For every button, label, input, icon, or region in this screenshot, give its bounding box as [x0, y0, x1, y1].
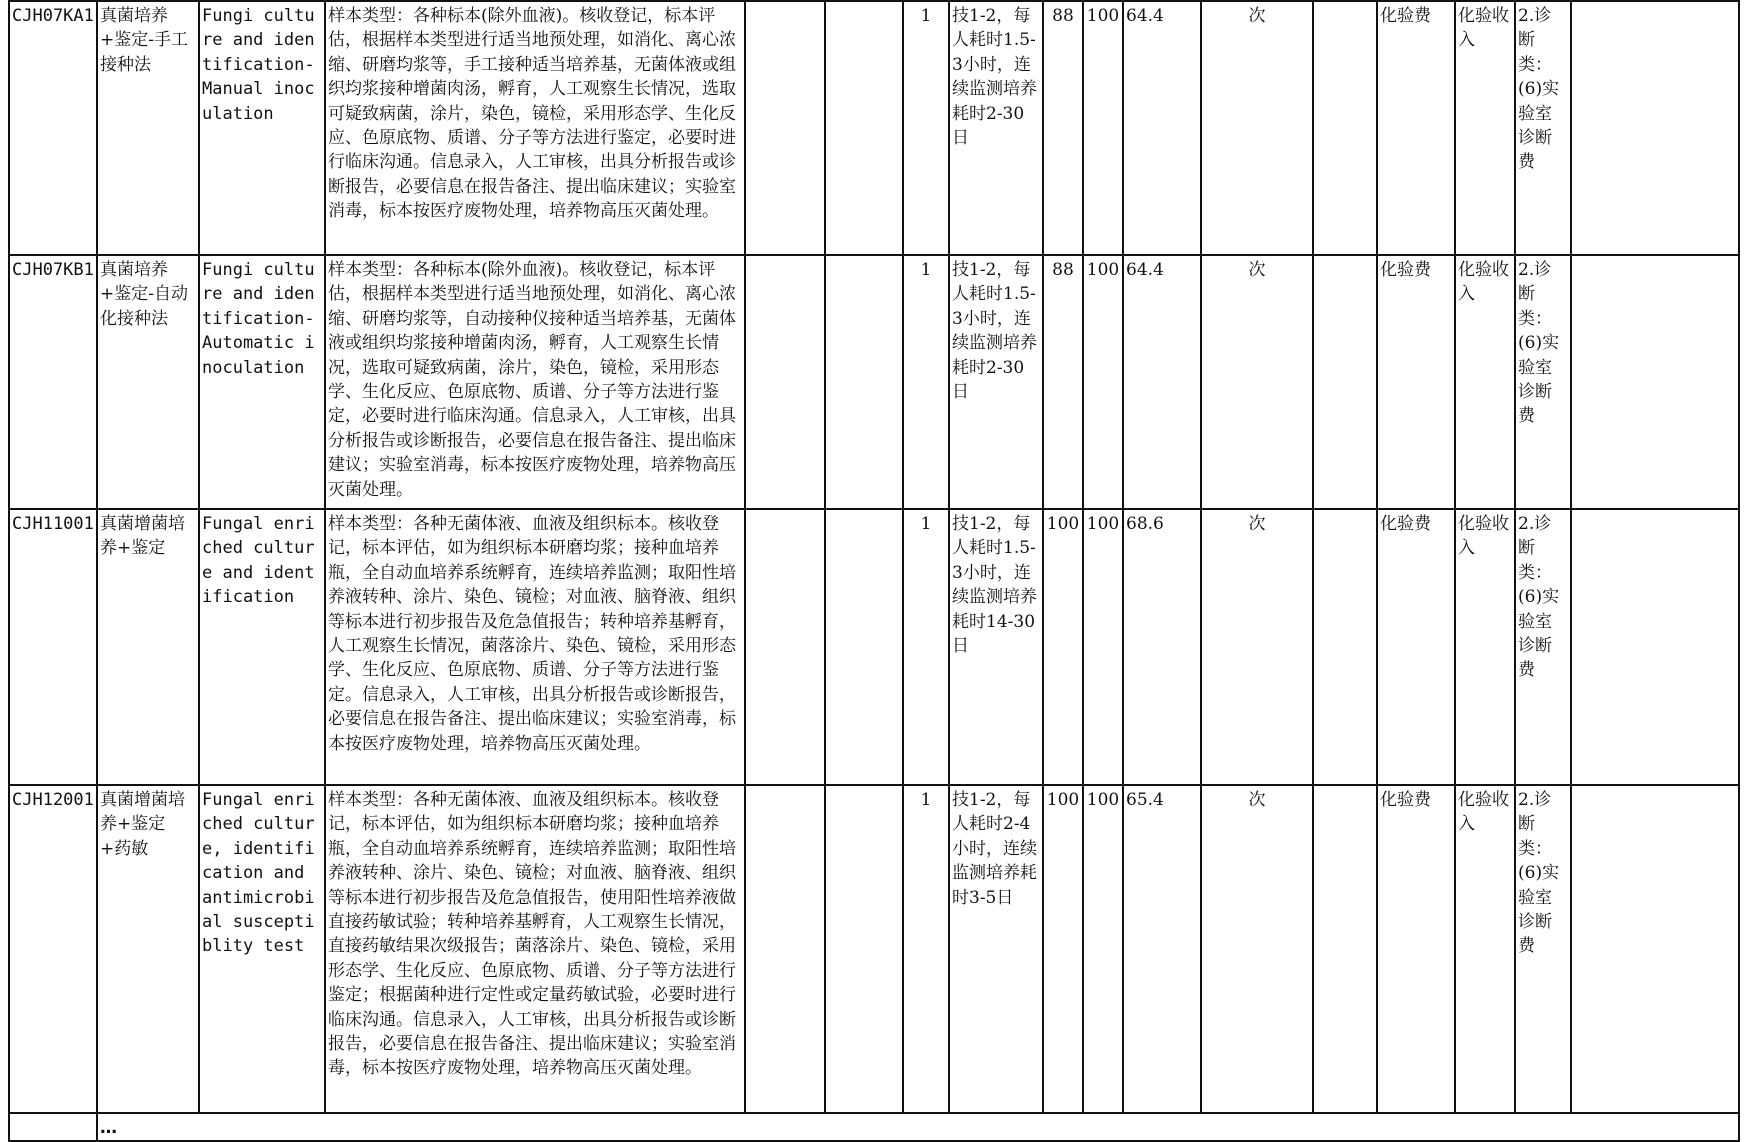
empty-cell	[1313, 785, 1377, 1113]
labor-description: 技1-2，每人耗时1.5-3小时，连续监测培养耗时2-30日	[949, 1, 1043, 255]
value-b: 100	[1083, 255, 1123, 509]
income-type: 化验收入	[1455, 785, 1515, 1113]
project-name: 真菌培养+鉴定-手工接种法	[97, 1, 199, 255]
section-title: …	[97, 1113, 1739, 1141]
value-a: 100	[1043, 785, 1083, 1113]
project-name: 真菌增菌培养+鉴定+药敏	[97, 785, 199, 1113]
table-row-partial	[9, 1113, 1739, 1141]
empty-cell	[1313, 1, 1377, 255]
table-row	[9, 255, 1739, 509]
empty-cell	[825, 1, 903, 255]
fee-table	[8, 0, 1740, 1142]
project-name: 真菌培养+鉴定-自动化接种法	[97, 255, 199, 509]
project-name-en: Fungal enriched culture, identification and antimicrobial susceptiblity test	[199, 785, 325, 1113]
project-code: CJH11001	[9, 509, 97, 785]
empty-cell	[1313, 255, 1377, 509]
fee-sheet	[8, 0, 1738, 1142]
count-value: 1	[903, 509, 949, 785]
category-value: 2.诊断类：(6)实验室诊断费	[1515, 785, 1571, 1113]
project-content: 样本类型：各种无菌体液、血液及组织标本。核收登记，标本评估，如为组织标本研磨均浆；接种血培养瓶，全自动血培养系统孵育，连续培养监测；取阳性培养液转种、涂片、染色、镜检；对血液、脑脊液、组织等标本进行初步报告及危急值报告，使用阳性培养液做直接药敏试验；转种培养基孵育，人工观察生长情况，直接药敏结果次级报告；菌落涂片、染色、镜检，采用形态学、生化反应、色原底物、质谱、分子等方法进行鉴定；根据菌种进行定性或定量药敏试验，必要时进行临床沟通。信息录入，人工审核，出具分析报告或诊断报告，必要信息在报告备注、提出临床建议；实验室消毒，标本按医疗废物处理，培养物高压灭菌处理。	[325, 785, 745, 1113]
empty-cell	[825, 255, 903, 509]
fee-type: 化验费	[1377, 255, 1455, 509]
project-code: CJH07KA1	[9, 1, 97, 255]
empty-cell	[825, 785, 903, 1113]
fee-type: 化验费	[1377, 785, 1455, 1113]
value-a: 100	[1043, 509, 1083, 785]
empty-cell	[825, 509, 903, 785]
empty-cell	[745, 1, 825, 255]
project-name-en: Fungi culture and identification-Manual inoculation	[199, 1, 325, 255]
project-name-en: Fungi culture and identification-Automatic inoculation	[199, 255, 325, 509]
value-b: 100	[1083, 1, 1123, 255]
project-code: CJH07KB1	[9, 255, 97, 509]
labor-description: 技1-2，每人耗时1.5-3小时，连续监测培养耗时14-30日	[949, 509, 1043, 785]
count-value: 1	[903, 785, 949, 1113]
unit-value: 次	[1201, 255, 1313, 509]
project-name-en: Fungal enriched culture and identification	[199, 509, 325, 785]
income-type: 化验收入	[1455, 255, 1515, 509]
unit-value: 次	[1201, 785, 1313, 1113]
empty-cell	[1571, 785, 1739, 1113]
empty-cell	[745, 255, 825, 509]
category-value: 2.诊断类：(6)实验室诊断费	[1515, 1, 1571, 255]
income-type: 化验收入	[1455, 1, 1515, 255]
count-value: 1	[903, 1, 949, 255]
price-value: 64.4	[1123, 1, 1201, 255]
empty-cell	[1313, 509, 1377, 785]
project-name: 真菌增菌培养+鉴定	[97, 509, 199, 785]
fee-type: 化验费	[1377, 1, 1455, 255]
project-content: 样本类型：各种无菌体液、血液及组织标本。核收登记，标本评估，如为组织标本研磨均浆；接种血培养瓶，全自动血培养系统孵育，连续培养监测；取阳性培养液转种、涂片、染色、镜检；对血液、脑脊液、组织等标本进行初步报告及危急值报告；转种培养基孵育，人工观察生长情况，菌落涂片、染色、镜检，采用形态学、生化反应、色原底物、质谱、分子等方法进行鉴定。信息录入，人工审核，出具分析报告或诊断报告，必要信息在报告备注、提出临床建议；实验室消毒，标本按医疗废物处理，培养物高压灭菌处理。	[325, 509, 745, 785]
category-value: 2.诊断类：(6)实验室诊断费	[1515, 255, 1571, 509]
empty-cell	[1571, 1, 1739, 255]
labor-description: 技1-2，每人耗时1.5-3小时，连续监测培养耗时2-30日	[949, 255, 1043, 509]
project-code: CJH12001	[9, 785, 97, 1113]
price-value: 64.4	[1123, 255, 1201, 509]
value-a: 88	[1043, 255, 1083, 509]
empty-cell	[745, 509, 825, 785]
value-a: 88	[1043, 1, 1083, 255]
labor-description: 技1-2，每人耗时2-4小时，连续监测培养耗时3-5日	[949, 785, 1043, 1113]
income-type: 化验收入	[1455, 509, 1515, 785]
unit-value: 次	[1201, 509, 1313, 785]
project-code	[9, 1113, 97, 1141]
price-value: 65.4	[1123, 785, 1201, 1113]
table-row	[9, 509, 1739, 785]
empty-cell	[1571, 509, 1739, 785]
empty-cell	[1571, 255, 1739, 509]
table-row	[9, 785, 1739, 1113]
empty-cell	[745, 785, 825, 1113]
count-value: 1	[903, 255, 949, 509]
value-b: 100	[1083, 785, 1123, 1113]
fee-type: 化验费	[1377, 509, 1455, 785]
project-content: 样本类型：各种标本(除外血液)。核收登记，标本评估，根据样本类型进行适当地预处理，如消化、离心浓缩、研磨均浆等，自动接种仪接种适当培养基，无菌体液或组织均浆接种增菌肉汤，孵育，人工观察生长情况，选取可疑致病菌，涂片，染色，镜检，采用形态学、生化反应、色原底物、质谱、分子等方法进行鉴定，必要时进行临床沟通。信息录入，人工审核，出具分析报告或诊断报告，必要信息在报告备注、提出临床建议；实验室消毒，标本按医疗废物处理，培养物高压灭菌处理。	[325, 255, 745, 509]
category-value: 2.诊断类：(6)实验室诊断费	[1515, 509, 1571, 785]
unit-value: 次	[1201, 1, 1313, 255]
value-b: 100	[1083, 509, 1123, 785]
price-value: 68.6	[1123, 509, 1201, 785]
project-content: 样本类型：各种标本(除外血液)。核收登记，标本评估，根据样本类型进行适当地预处理，如消化、离心浓缩、研磨均浆等，手工接种适当培养基，无菌体液或组织均浆接种增菌肉汤，孵育，人工观察生长情况，选取可疑致病菌，涂片，染色，镜检，采用形态学、生化反应、色原底物、质谱、分子等方法进行鉴定，必要时进行临床沟通。信息录入，人工审核，出具分析报告或诊断报告，必要信息在报告备注、提出临床建议；实验室消毒，标本按医疗废物处理，培养物高压灭菌处理。	[325, 1, 745, 255]
table-row	[9, 1, 1739, 255]
